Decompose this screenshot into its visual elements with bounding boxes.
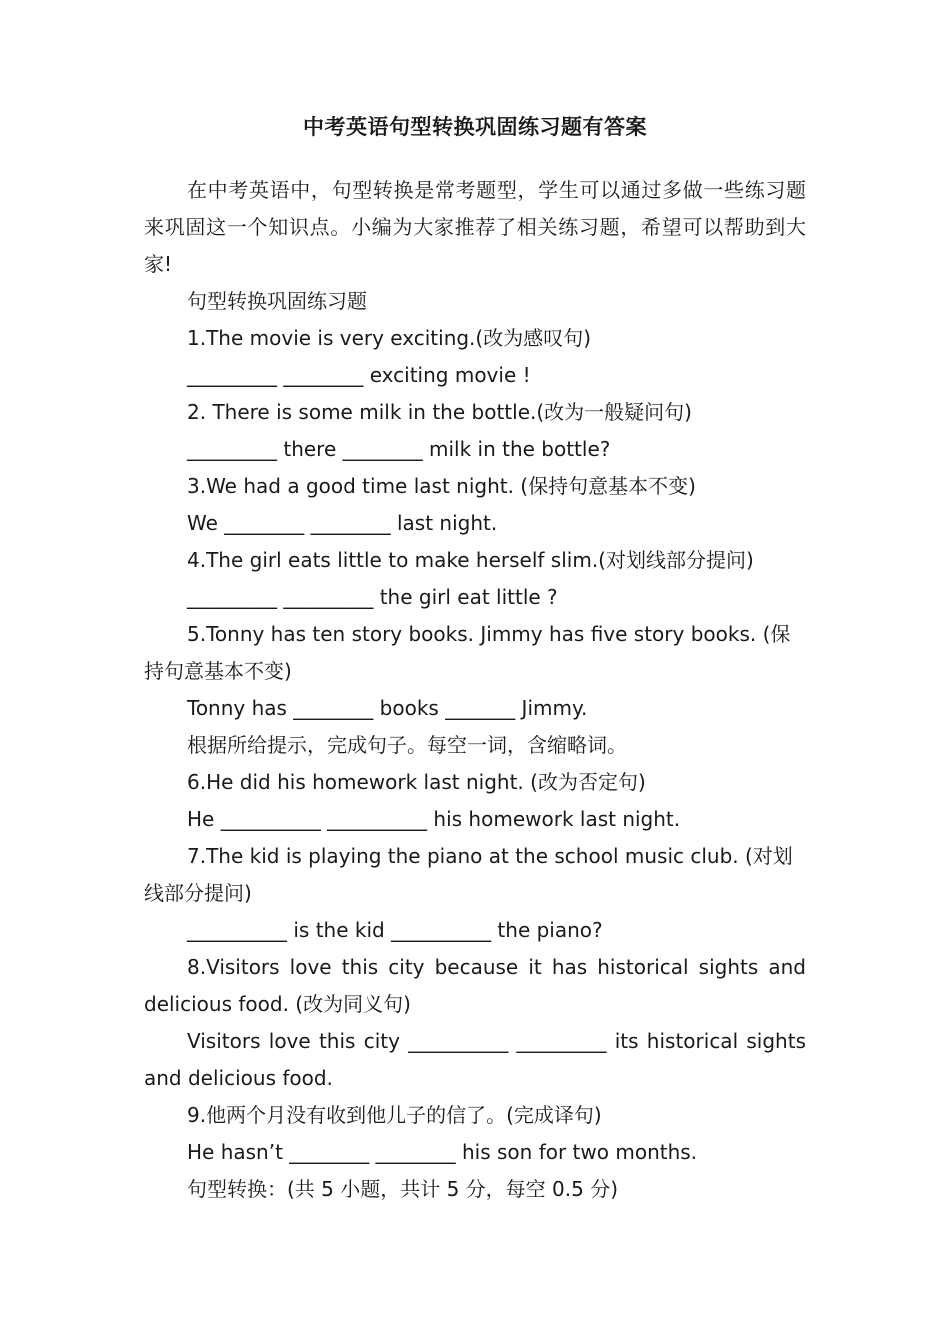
question-3: 3.We had a good time last night. (保持句意基本不变) xyxy=(187,474,696,498)
question-5: 5.Tonny has ten story books. Jimmy has five story books. (保持句意基本不变) xyxy=(144,622,791,683)
answer-line-9: He hasn’t ________ ________ his son for two months. xyxy=(187,1140,698,1164)
instruction-text: 根据所给提示，完成句子。每空一词，含缩略词。 xyxy=(187,733,627,757)
question-8: 8.Visitors love this city because it has historical sights and delicious food. (改为同义句) xyxy=(144,955,806,1016)
answer-line-6: He __________ __________ his homework last night. xyxy=(187,807,681,831)
answer-line-3: We ________ ________ last night. xyxy=(187,511,498,535)
intro-paragraph: 在中考英语中，句型转换是常考题型，学生可以通过多做一些练习题来巩固这一个知识点。小编为大家推荐了相关练习题，希望可以帮助到大家! xyxy=(144,178,806,276)
question-2: 2. There is some milk in the bottle.(改为一般疑问句) xyxy=(187,400,692,424)
question-9: 9.他两个月没有收到他儿子的信了。(完成译句) xyxy=(187,1103,602,1127)
question-6: 6.He did his homework last night. (改为否定句) xyxy=(187,770,646,794)
answer-line-5: Tonny has ________ books _______ Jimmy. xyxy=(187,696,588,720)
answer-line-7: __________ is the kid __________ the piano? xyxy=(187,918,603,942)
document-title: 中考英语句型转换巩固练习题有答案 xyxy=(303,115,647,139)
question-4: 4.The girl eats little to make herself slim.(对划线部分提问) xyxy=(187,548,754,572)
answer-line-1: _________ ________ exciting movie ! xyxy=(187,363,531,387)
document-body xyxy=(144,172,806,1208)
answer-line-4: _________ _________ the girl eat little ? xyxy=(187,585,558,609)
answer-line-2: _________ there ________ milk in the bottle? xyxy=(187,437,611,461)
question-1: 1.The movie is very exciting.(改为感叹句) xyxy=(187,326,592,350)
answer-line-8: Visitors love this city __________ _________ its historical sights and delicious food. xyxy=(144,1029,806,1090)
section-heading: 句型转换巩固练习题 xyxy=(187,289,367,313)
scoring-note: 句型转换：(共 5 小题，共计 5 分，每空 0.5 分) xyxy=(187,1177,619,1201)
question-7: 7.The kid is playing the piano at the school music club. (对划线部分提问) xyxy=(144,844,793,905)
